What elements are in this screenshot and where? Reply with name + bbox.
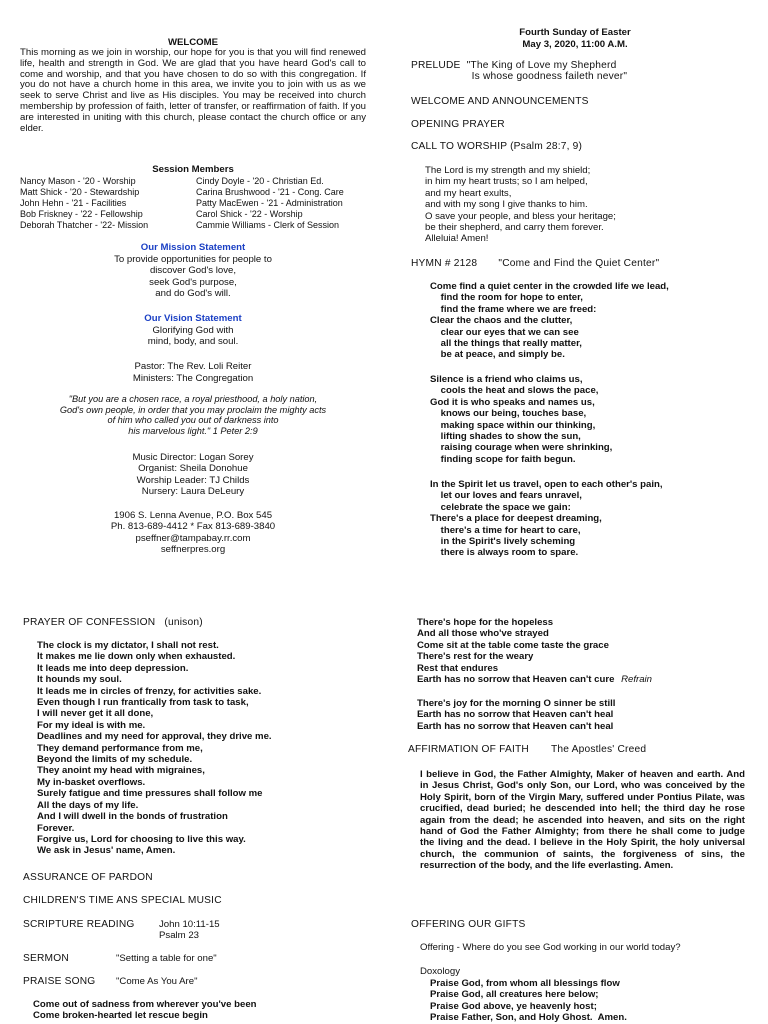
vision-title: Our Vision Statement — [144, 313, 242, 324]
sermon-title: "Setting a table for one" — [116, 953, 217, 964]
mission-title: Our Mission Statement — [140, 242, 246, 253]
session-member: Cindy Doyle - '20 - Christian Ed. — [196, 176, 324, 186]
session-title: Session Members — [152, 164, 234, 175]
scripture-quote: "But you are a chosen race, a royal priesthood, a holy nation, God's own people, in order that you may proclaim the mighty acts of him who called you out of darkness into his marvelous light." 1 Peter 2:9 — [59, 394, 327, 436]
session-member: Patty MacEwen - '21 - Administration — [196, 198, 343, 208]
vision-text: Glorifying God with mind, body, and soul. — [147, 325, 239, 348]
mission-text: To provide opportunities for people to discover God's love, seek God's purpose, and do God's will. — [114, 254, 272, 300]
doxology-label: Doxology — [420, 966, 460, 977]
session-list-right — [196, 176, 371, 231]
session-member: John Hehn - '21 - Facilities — [20, 198, 127, 208]
session-member: Carina Brushwood - '21 - Cong. Care — [196, 187, 344, 197]
pastor: Pastor: The Rev. Loli Reiter — [134, 361, 252, 372]
welcome-title: WELCOME — [167, 37, 219, 48]
session-member: Cammie Williams - Clerk of Session — [196, 220, 340, 230]
offering-text: Offering - Where do you see God working in our world today? — [420, 942, 681, 953]
apostles-creed: I believe in God, the Father Almighty, Maker of heaven and earth. And in Jesus Christ, God's only Son, our Lord, who was conceived by the Holy Spirit, born of the Virgin Mary, suffered under Pontius Pilate, was crucified, dead buried; he descended into hell; the third day he rose again from the dead; he ascended into heaven, and sits on the right hand of God the Father Almighty; from there he shall come to judge the living and the dead. I believe in the Holy Spirit, the holy universal church, the communion of saints, the forgiveness of sins, the resurrection of the body, and the life everlasting. Amen. — [420, 769, 745, 872]
childrens-time: CHILDREN'S TIME ANS SPECIAL MUSIC — [23, 895, 222, 906]
hymn-verse-2: Silence is a friend who claims us, cools the heat and slows the pace, God it is who speaks and names us, knows our being, touches base, making space within our thinking, lifting shades to show the sun, raising courage when were shrinking, finding scope for faith begun. — [430, 374, 613, 465]
offering-label: OFFERING OUR GIFTS — [411, 919, 526, 930]
praise-song-text: Come out of sadness from wherever you've been Come broken-hearted let rescue begin — [33, 999, 257, 1022]
doxology-text: Praise God, from whom all blessings flow Praise God, all creatures here below; Praise God above, ye heavenly host; Praise Father, Son, and Holy Ghost. Amen. — [430, 978, 627, 1024]
service-title: Fourth Sunday of Easter — [519, 27, 631, 38]
opening-prayer: OPENING PRAYER — [411, 119, 505, 130]
session-member: Bob Friskney - '22 - Fellowship — [20, 209, 143, 219]
session-member: Carol Shick - '22 - Worship — [196, 209, 303, 219]
staff-list: Music Director: Logan Sorey Organist: Sheila Donohue Worship Leader: TJ Childs Nursery: Laura DeLeury — [132, 452, 254, 498]
song-verse: There's hope for the hopeless And all those who've strayed Come sit at the table come taste the grace There's rest for the weary Rest that endures — [417, 617, 609, 674]
prelude: PRELUDE "The King of Love my Shepherd Is whose goodness faileth never" — [411, 60, 628, 83]
welcome-announcements: WELCOME AND ANNOUNCEMENTS — [411, 96, 589, 107]
call-to-worship: CALL TO WORSHIP (Psalm 28:7, 9) — [411, 141, 583, 152]
ministers: Ministers: The Congregation — [132, 373, 254, 384]
scripture-reading-label: SCRIPTURE READING — [23, 919, 135, 930]
scripture-refs: John 10:11-15 Psalm 23 — [159, 919, 220, 942]
song-refrain-line-row — [417, 674, 652, 685]
song-refrain-line: Earth has no sorrow that Heaven can't cure — [417, 674, 615, 685]
hymn-verse-1: Come find a quiet center in the crowded life we lead, find the room for hope to enter, find the frame where we are freed: Clear the chaos and the clutter, clear our eyes that we can see all the things that really matter, be at peace, and simply be. — [430, 281, 669, 361]
affirmation-title: The Apostles' Creed — [551, 744, 647, 755]
sermon-label: SERMON — [23, 953, 69, 964]
welcome-text: This morning as we join in worship, our hope for you is that you will find renewed life, health and strength in God. We are glad that you have heard God's call to come and worship, and that you have chosen to do so with this congregation. If you do not have a church home in this area, we invite you to join with us as we seek to serve Christ and live as His disciples. You may be received into church membership by profession of faith, letter of transfer, or reaffirmation of faith. If you are interested in uniting with this church, please contact the church office or any elder. — [20, 47, 366, 134]
service-date: May 3, 2020, 11:00 A.M. — [522, 39, 628, 50]
hymn-label: HYMN # 2128 "Come and Find the Quiet Center" — [411, 258, 660, 269]
hymn-verse-3: In the Spirit let us travel, open to each other's pain, let our loves and fears unravel, celebrate the space we gain: There's a place for deepest dreaming, there's a time for heart to care, in the Spirit's lively scheming there is always room to spare. — [430, 479, 663, 559]
praise-song-label: PRAISE SONG — [23, 976, 96, 987]
session-member: Deborah Thatcher - '22- Mission — [20, 220, 149, 230]
assurance-of-pardon: ASSURANCE OF PARDON — [23, 872, 153, 883]
session-list-left — [20, 176, 190, 231]
confession-label: PRAYER OF CONFESSION (unison) — [23, 617, 203, 628]
confession-text: The clock is my dictator, I shall not rest. It makes me lie down only when exhausted. It leads me into deep depression. It hounds my soul. It leads me in circles of frenzy, for activities sake. Even though I run frantically from task to task, I will never get it all done, For my ideal is with me. Deadlines and my need for approval, they drive me. They demand performance from me, Beyond the limits of my schedule. They anoint my head with migraines, My in-basket overflows. Surely fatigue and time pressures shall follow me All the days of my life. And I will dwell in the bonds of frustration Forever. Forgive us, Lord for choosing to live this way. We ask in Jesus' name, Amen. — [37, 640, 272, 857]
praise-song-title: "Come As You Are" — [116, 976, 198, 987]
refrain-label: Refrain — [621, 674, 653, 685]
call-to-worship-text: The Lord is my strength and my shield; in him my heart trusts; so I am helped, and my heart exults, and with my song I give thanks to him. O save your people, and bless your heritage; be their shepherd, and carry them forever. Alleluia! Amen! — [425, 165, 616, 245]
contact-info: 1906 S. Lenna Avenue, P.O. Box 545 Ph. 813-689-4412 * Fax 813-689-3840 pseffner@tampabay.rr.com seffnerpres.org — [110, 510, 276, 556]
affirmation-label: AFFIRMATION OF FAITH — [408, 744, 529, 755]
song-verse-2: There's joy for the morning O sinner be still Earth has no sorrow that Heaven can't heal Earth has no sorrow that Heaven can't heal — [417, 698, 616, 732]
session-member: Matt Shick - '20 - Stewardship — [20, 187, 140, 197]
session-member: Nancy Mason - '20 - Worship — [20, 176, 136, 186]
